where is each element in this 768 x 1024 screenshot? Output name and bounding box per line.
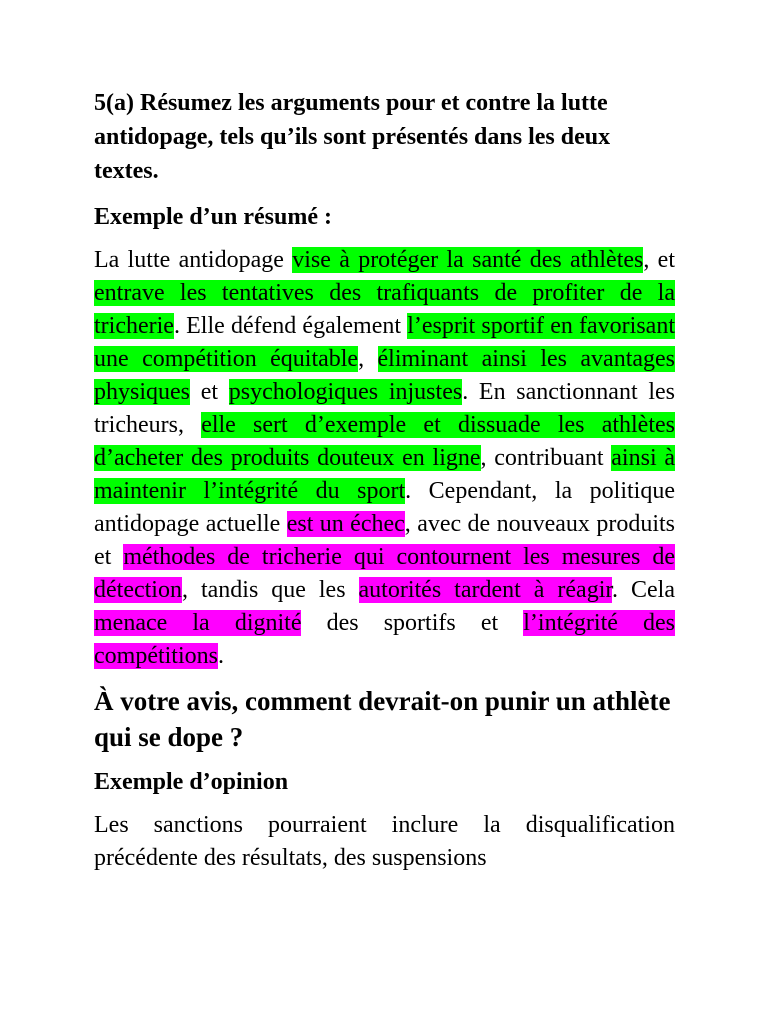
highlight-for: ainsi à maintenir l’intégrité du sport <box>94 445 675 504</box>
summary-text: , contribuant <box>480 445 612 471</box>
summary-text: . <box>217 643 224 669</box>
summary-text: La lutte antidopage <box>94 247 293 273</box>
summary-text: , et <box>643 247 675 273</box>
opinion-paragraph: Les sanctions pourraient inclure la disqualification précédente des résultats, des suspensions <box>94 812 675 871</box>
question-5a: 5(a) Résumez les arguments pour et contre la lutte antidopage, tels qu’ils sont présentés dans les deux textes. <box>94 90 611 184</box>
summary-text: , avec de nouveaux produits et <box>94 511 675 570</box>
highlight-for: vise à protéger la santé des athlètes <box>292 247 644 273</box>
highlight-against: autorités tardent à réagir <box>358 577 613 603</box>
opinion-label: Exemple d’opinion <box>94 769 289 795</box>
highlight-for: l’esprit sportif en favorisant une compétition équitable <box>94 313 675 372</box>
highlight-against: méthodes de tricherie qui contournent les mesures de détection <box>94 544 675 603</box>
highlight-against: l’intégrité des compétitions <box>94 610 676 669</box>
summary-text: . En sanctionnant les tricheurs, <box>94 379 676 438</box>
highlight-against: est un échec <box>286 511 405 537</box>
summary-text: . Cela <box>612 577 675 603</box>
summary-text: . Cependant, la politique antidopage actuelle <box>94 478 675 537</box>
summary-text: et <box>190 379 229 405</box>
document-content <box>94 86 675 875</box>
summary-text: . Elle défend également <box>173 313 408 339</box>
summary-text: , <box>358 346 378 372</box>
highlight-for: entrave les tentatives des trafiquants de profiter de la tricherie <box>94 280 675 339</box>
question-opinion: À votre avis, comment devrait-on punir un athlète qui se dope ? <box>94 686 671 752</box>
summary-text: , tandis que les <box>181 577 359 603</box>
highlight-for: éliminant ainsi les avantages physiques <box>94 346 676 405</box>
highlight-for: psychologiques injustes <box>228 379 463 405</box>
highlight-against: menace la dignité <box>94 610 302 636</box>
summary-paragraph <box>94 244 675 673</box>
summary-text: des sportifs et <box>301 610 524 636</box>
summary-label: Exemple d’un résumé : <box>94 204 332 230</box>
highlight-for: elle sert d’exemple et dissuade les athlètes d’acheter des produits douteux en ligne <box>94 412 675 471</box>
